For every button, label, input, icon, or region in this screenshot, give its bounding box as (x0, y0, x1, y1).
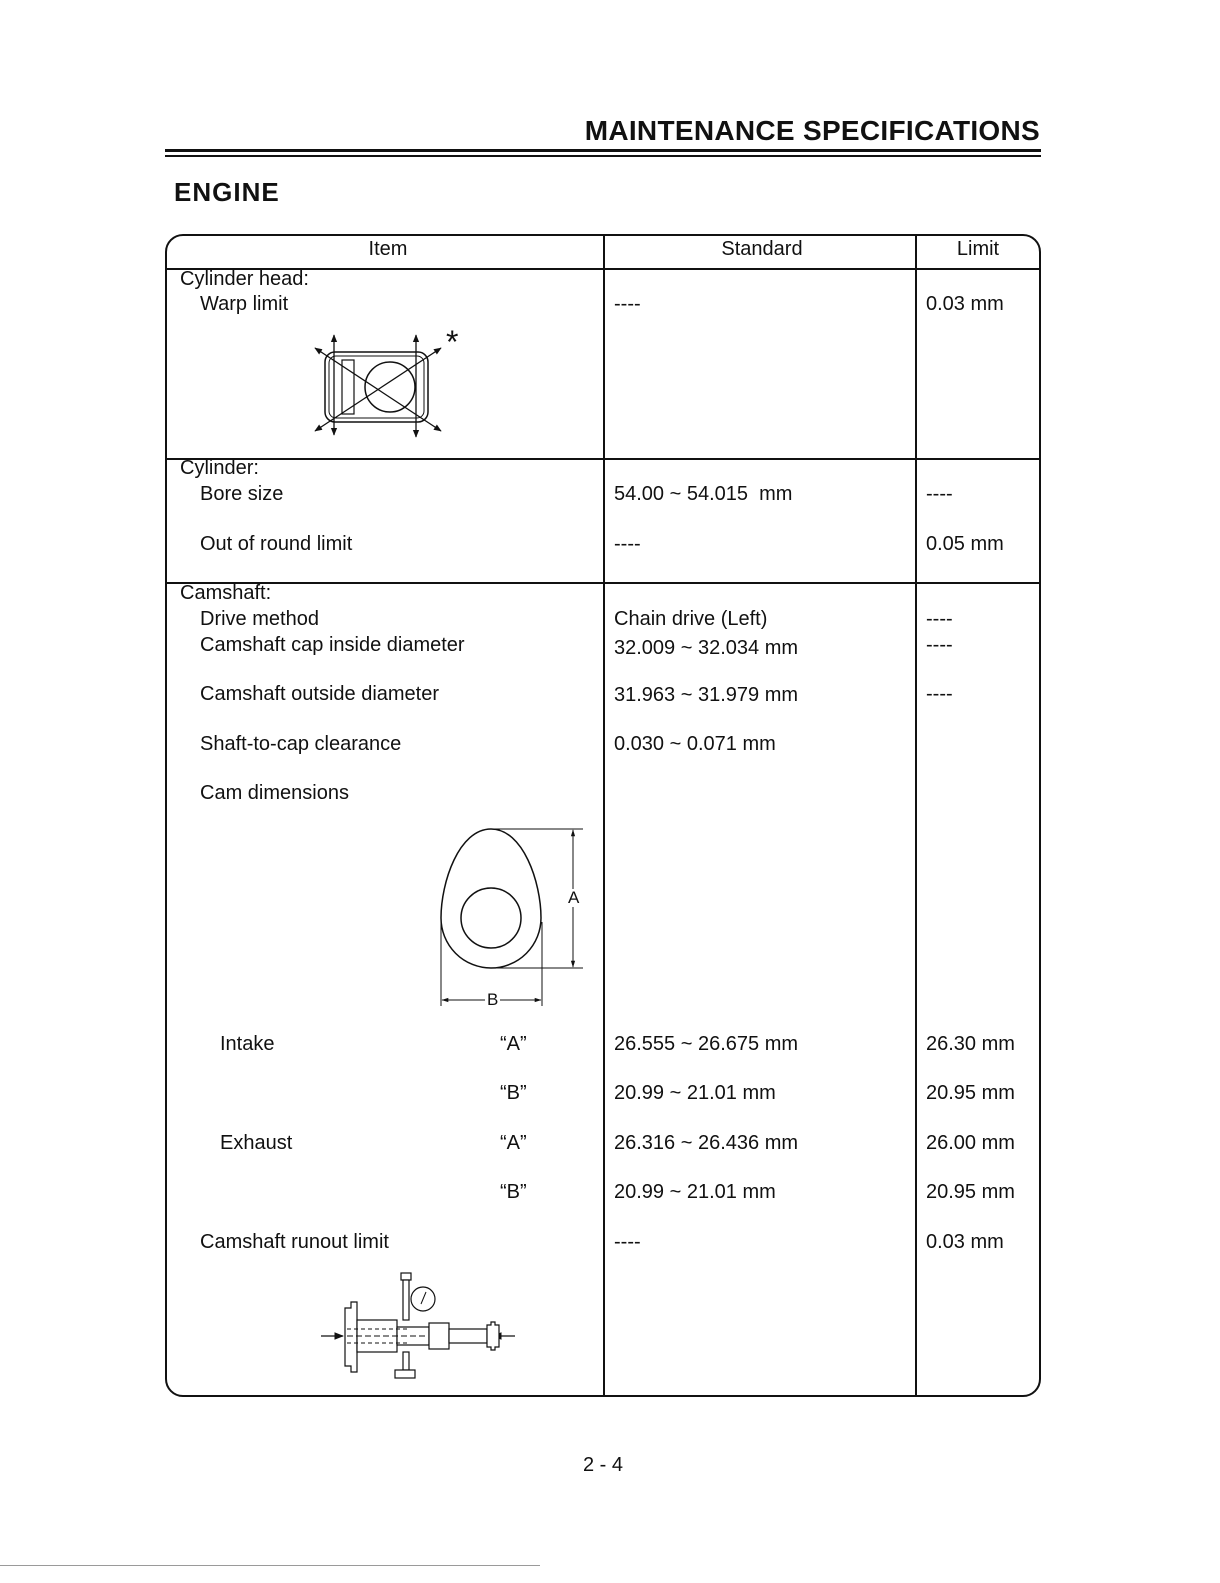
limit-exhaust-a: 26.00 mm (926, 1132, 1015, 1154)
standard-cap-inside-diameter: 32.009 ~ 32.034 mm (614, 637, 799, 659)
column-header-item: Item (368, 238, 408, 260)
limit-intake-a: 26.30 mm (926, 1033, 1015, 1055)
item-bore-size: Bore size (200, 483, 284, 505)
item-shaft-to-cap-clearance: Shaft-to-cap clearance (200, 733, 402, 755)
standard-outside-diameter: 31.963 ~ 31.979 mm (614, 684, 799, 706)
camshaft-runout-diagram (315, 1268, 525, 1383)
limit-drive-method: ---- (926, 608, 953, 630)
limit-cap-inside-diameter: ---- (926, 634, 953, 656)
cam-lobe-outline (441, 829, 541, 968)
v-block-base (395, 1370, 415, 1378)
sub-item-intake: Intake (220, 1033, 275, 1055)
cam-lobe-diagram (430, 820, 595, 1015)
standard-intake-b: 20.99 ~ 21.01 mm (614, 1082, 776, 1104)
group-heading-cylinder-head: Cylinder head: (180, 268, 309, 290)
column-divider-limit (915, 235, 917, 1396)
intake-dim-a: “A” (500, 1033, 527, 1055)
scan-edge-line (0, 1565, 540, 1566)
v-block-stem (403, 1352, 409, 1370)
section-title: ENGINE (174, 177, 280, 207)
camshaft-lobe (429, 1323, 449, 1349)
standard-camshaft-runout-limit: ---- (614, 1231, 641, 1253)
cam-bore-circle (461, 888, 521, 948)
item-warp-limit: Warp limit (200, 293, 289, 315)
limit-warp-limit: 0.03 mm (926, 293, 1004, 315)
exhaust-dim-b: “B” (500, 1181, 527, 1203)
standard-intake-a: 26.555 ~ 26.675 mm (614, 1033, 799, 1055)
standard-bore-size: 54.00 ~ 54.015 mm (614, 483, 793, 505)
sub-item-exhaust: Exhaust (220, 1132, 293, 1154)
item-camshaft-runout-limit: Camshaft runout limit (200, 1231, 389, 1253)
standard-drive-method: Chain drive (Left) (614, 608, 768, 630)
camshaft-shaft (449, 1329, 487, 1343)
cylinder-head-warp-diagram (300, 325, 470, 445)
standard-exhaust-b: 20.99 ~ 21.01 mm (614, 1181, 776, 1203)
asterisk-mark: * (446, 324, 459, 360)
header-rule-thin (165, 155, 1041, 157)
dimension-b-label: B (487, 990, 499, 1009)
item-cap-inside-diameter: Camshaft cap inside diameter (200, 634, 465, 656)
dial-gauge-cap (401, 1273, 411, 1280)
standard-shaft-to-cap-clearance: 0.030 ~ 0.071 mm (614, 733, 776, 755)
standard-out-of-round-limit: ---- (614, 533, 641, 555)
standard-exhaust-a: 26.316 ~ 26.436 mm (614, 1132, 799, 1154)
group-heading-cylinder: Cylinder: (180, 457, 259, 479)
limit-camshaft-runout-limit: 0.03 mm (926, 1231, 1004, 1253)
dial-gauge-stem (403, 1280, 409, 1320)
dimension-a-label: A (568, 888, 580, 907)
item-cam-dimensions: Cam dimensions (200, 782, 349, 804)
camshaft-sprocket-flange (345, 1302, 357, 1372)
limit-intake-b: 20.95 mm (926, 1082, 1015, 1104)
page-title: MAINTENANCE SPECIFICATIONS (584, 115, 1040, 146)
limit-outside-diameter: ---- (926, 683, 953, 705)
header-rule-thick (165, 149, 1041, 152)
item-drive-method: Drive method (200, 608, 319, 630)
column-divider-standard (603, 235, 605, 1396)
group-heading-camshaft: Camshaft: (180, 582, 272, 604)
limit-out-of-round-limit: 0.05 mm (926, 533, 1004, 555)
column-header-limit: Limit (956, 238, 1000, 260)
exhaust-dim-a: “A” (500, 1132, 527, 1154)
row-divider-cylinder (166, 582, 1040, 584)
standard-warp-limit: ---- (614, 293, 641, 315)
column-header-standard: Standard (721, 238, 803, 260)
page-number: 2 - 4 (582, 1454, 624, 1476)
item-out-of-round-limit: Out of round limit (200, 533, 353, 555)
limit-exhaust-b: 20.95 mm (926, 1181, 1015, 1203)
row-divider-cylinder-head (166, 458, 1040, 460)
item-outside-diameter: Camshaft outside diameter (200, 683, 440, 705)
intake-dim-b: “B” (500, 1082, 527, 1104)
limit-bore-size: ---- (926, 483, 953, 505)
camshaft-end-lobe (487, 1322, 499, 1350)
